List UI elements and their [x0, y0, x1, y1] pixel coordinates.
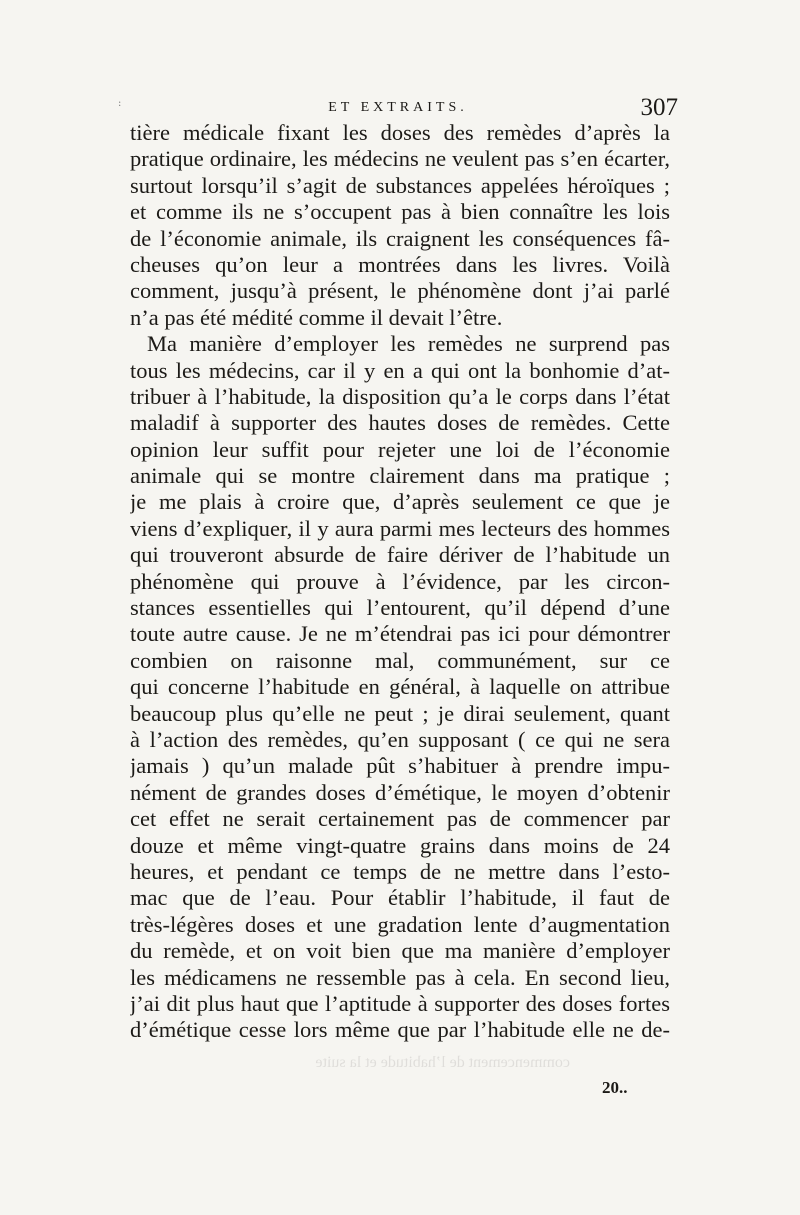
text-line: tière médicale fixant les doses des remèdes d’après la [130, 120, 670, 145]
show-through-decoration: commencement de l’habitude et la suite [315, 1054, 570, 1071]
text-line: à l’action des remèdes, qu’en supposant ( ce qui ne sera [130, 726, 670, 752]
signature-mark: 20.. [602, 1078, 628, 1097]
text-line: j’ai dit plus haut que l’aptitude à supporter des doses fortes [130, 990, 670, 1016]
text-line: tribuer à l’habitude, la disposition qu’a le corps dans l’état [130, 383, 670, 409]
text-line: de l’économie animale, ils craignent les conséquences fâ- [130, 225, 670, 251]
text-line: tous les médecins, car il y en a qui ont la bonhomie d’at- [130, 357, 670, 383]
text-line: très-légères doses et une gradation lente d’augmentation [130, 911, 670, 937]
text-line: comment, jusqu’à présent, le phénomène dont j’ai parlé [130, 278, 670, 304]
text-line: mac que de l’eau. Pour établir l’habitude, il faut de [130, 885, 670, 911]
text-line: surtout lorsqu’il s’agit de substances appelées héroïques ; [130, 172, 670, 198]
text-line: toute autre cause. Je ne m’étendrai pas ici pour démontrer [130, 621, 670, 647]
text-line: phénomène qui prouve à l’évidence, par les circon- [130, 568, 670, 594]
text-line: stances essentielles qui l’entourent, qu’il dépend d’une [130, 595, 670, 621]
text-line: heures, et pendant ce temps de ne mettre dans l’esto- [130, 858, 670, 884]
text-line: pratique ordinaire, les médecins ne veulent pas s’en écarter, [130, 146, 670, 172]
margin-mark: : [118, 98, 122, 109]
text-line: je me plais à croire que, d’après seulement ce que je [130, 489, 670, 515]
text-line: et comme ils ne s’occupent pas à bien connaître les lois [130, 199, 670, 225]
text-line: jamais ) qu’un malade pût s’habituer à prendre impu- [130, 753, 670, 779]
text-line: d’émétique cesse lors même que par l’habitude elle ne de- [130, 1017, 670, 1043]
text-line: combien on raisonne mal, communément, sur ce [130, 647, 670, 673]
text-line: du remède, et on voit bien que ma manière d’employer [130, 938, 670, 964]
text-line: beaucoup plus qu’elle ne peut ; je dirai seulement, quant [130, 700, 670, 726]
text-line: qui trouveront absurde de faire dériver de l’habitude un [130, 542, 670, 568]
running-head: ET EXTRAITS. [328, 100, 468, 115]
text-line: animale qui se montre clairement dans ma pratique ; [130, 463, 670, 489]
text-line: nément de grandes doses d’émétique, le moyen d’obtenir [130, 779, 670, 805]
body-text [130, 120, 670, 1044]
text-line: viens d’expliquer, il y aura parmi mes lecteurs des hommes [130, 515, 670, 541]
text-line: maladif à supporter des hautes doses de remèdes. Cette [130, 410, 670, 436]
text-line: Ma manière d’employer les remèdes ne surprend pas [147, 331, 670, 357]
page-number: 307 [640, 94, 678, 121]
text-line: qui concerne l’habitude en général, à laquelle on attribue [130, 674, 670, 700]
text-line: cet effet ne serait certainement pas de commencer par [130, 806, 670, 832]
text-line: n’a pas été médité comme il devait l’être. [130, 304, 503, 330]
text-line: douze et même vingt-quatre grains dans moins de 24 [130, 832, 670, 858]
text-line: cheuses qu’on leur a montrées dans les livres. Voilà [130, 251, 670, 277]
text-line: les médicamens ne ressemble pas à cela. En second lieu, [130, 964, 670, 990]
text-line: opinion leur suffit pour rejeter une loi de l’économie [130, 436, 670, 462]
